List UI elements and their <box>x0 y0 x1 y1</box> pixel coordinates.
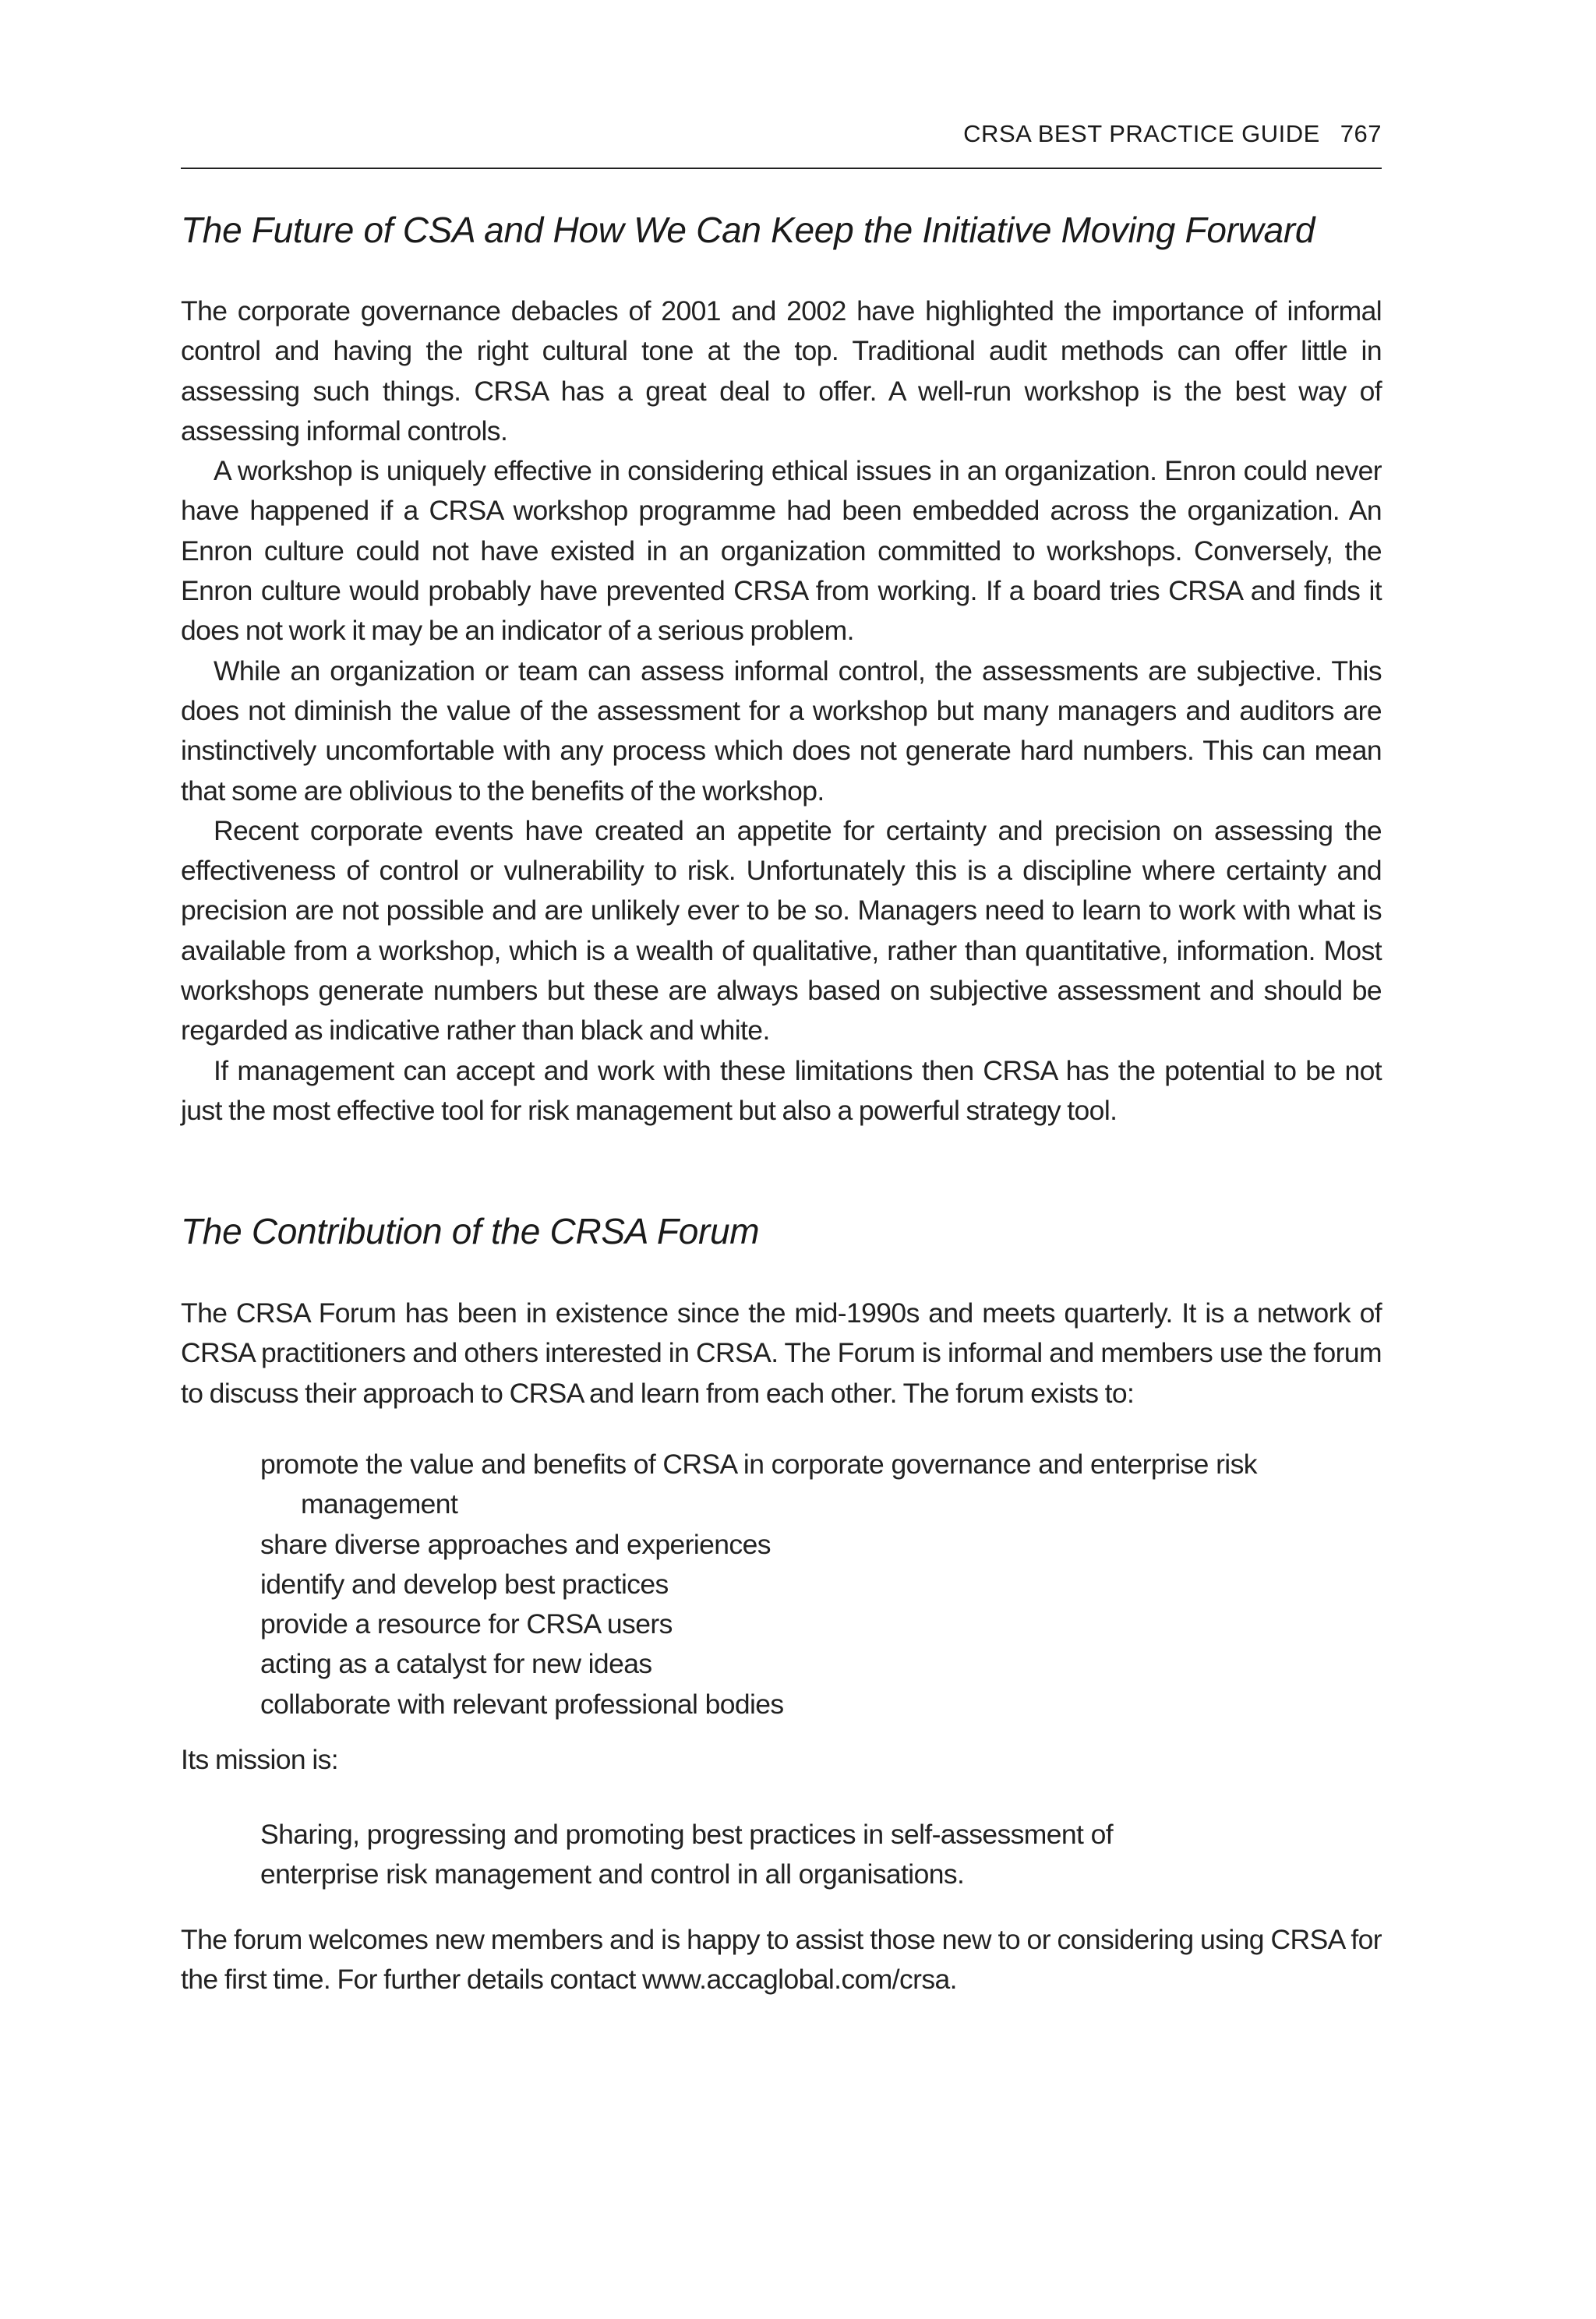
list-item: promote the value and benefits of CRSA in corporate governance and enterprise risk management <box>260 1449 1257 1520</box>
list-item: acting as a catalyst for new ideas <box>260 1648 652 1680</box>
header-rule <box>181 168 1382 169</box>
mission-statement <box>260 1815 1195 1895</box>
mission-label-block <box>181 1740 1382 1780</box>
section-heading-future-of-csa: The Future of CSA and How We Can Keep the Initiative Moving Forward <box>181 210 1315 250</box>
paragraph: The CRSA Forum has been in existence since the mid-1990s and meets quarterly. It is a network of CRSA practitioners and others interested in CRSA. The Forum is informal and members use the forum to discuss their approach to CRSA and learn from each other. The forum exists to: <box>181 1297 1382 1409</box>
section-heading-crsa-forum: The Contribution of the CRSA Forum <box>181 1211 760 1251</box>
list-item: provide a resource for CRSA users <box>260 1608 673 1640</box>
list-item: collaborate with relevant professional bodies <box>260 1688 784 1720</box>
running-title: CRSA BEST PRACTICE GUIDE <box>963 120 1320 147</box>
paragraph: The corporate governance debacles of 2001 and 2002 have highlighted the importance of informal control and having the right cultural tone at the top. Traditional audit methods can offer little in assessing such things. CRSA has a great deal to offer. A well-run workshop is the best way of assessing informal controls. <box>181 295 1382 447</box>
paragraph: Recent corporate events have created an appetite for certainty and precision on assessing the effectiveness of control or vulnerability to risk. Unfortunately this is a discipline where certainty and precision are not possible and are unlikely ever to be so. Managers need to learn to work with what is available from a workshop, which is a wealth of qualitative, rather than quantitative, information. Most workshops generate numbers but these are always based on subjective assessment and should be regarded as indicative rather than black and white. <box>181 814 1382 1047</box>
mission-label: Its mission is: <box>181 1744 339 1775</box>
closing-paragraph: The forum welcomes new members and is happy to assist those new to or considering using CRSA for the first time. For further details contact www.accaglobal.com/crsa. <box>181 1924 1382 1996</box>
forum-intro <box>181 1294 1382 1414</box>
list-item: share diverse approaches and experiences <box>260 1528 771 1560</box>
running-header <box>963 120 1382 148</box>
list-item: identify and develop best practices <box>260 1568 669 1600</box>
paragraph: While an organization or team can assess informal control, the assessments are subjective. This does not diminish the value of the assessment for a workshop but many managers and auditors are instinctively uncomfortable with any process which does not generate hard numbers. This can mean that some are oblivious to the benefits of the workshop. <box>181 655 1382 807</box>
mission-line: enterprise risk management and control in all organisations. <box>260 1858 965 1890</box>
paragraph: If management can accept and work with these limitations then CRSA has the potential to be not just the most effective tool for risk management but also a powerful strategy tool. <box>181 1054 1382 1126</box>
page-number: 767 <box>1340 120 1382 147</box>
section-body-future-of-csa <box>181 291 1382 1131</box>
paragraph: A workshop is uniquely effective in considering ethical issues in an organization. Enron could never have happened if a CRSA workshop programme had been embedded across the organization. An Enron culture could not have existed in an organization committed to workshops. Conversely, the Enron culture would probably have prevented CRSA from working. If a board tries CRSA and finds it does not work it may be an indicator of a serious problem. <box>181 455 1382 647</box>
closing-block <box>181 1920 1382 2000</box>
mission-line: Sharing, progressing and promoting best practices in self-assessment of <box>260 1819 1113 1850</box>
forum-aims-list <box>260 1445 1351 1724</box>
